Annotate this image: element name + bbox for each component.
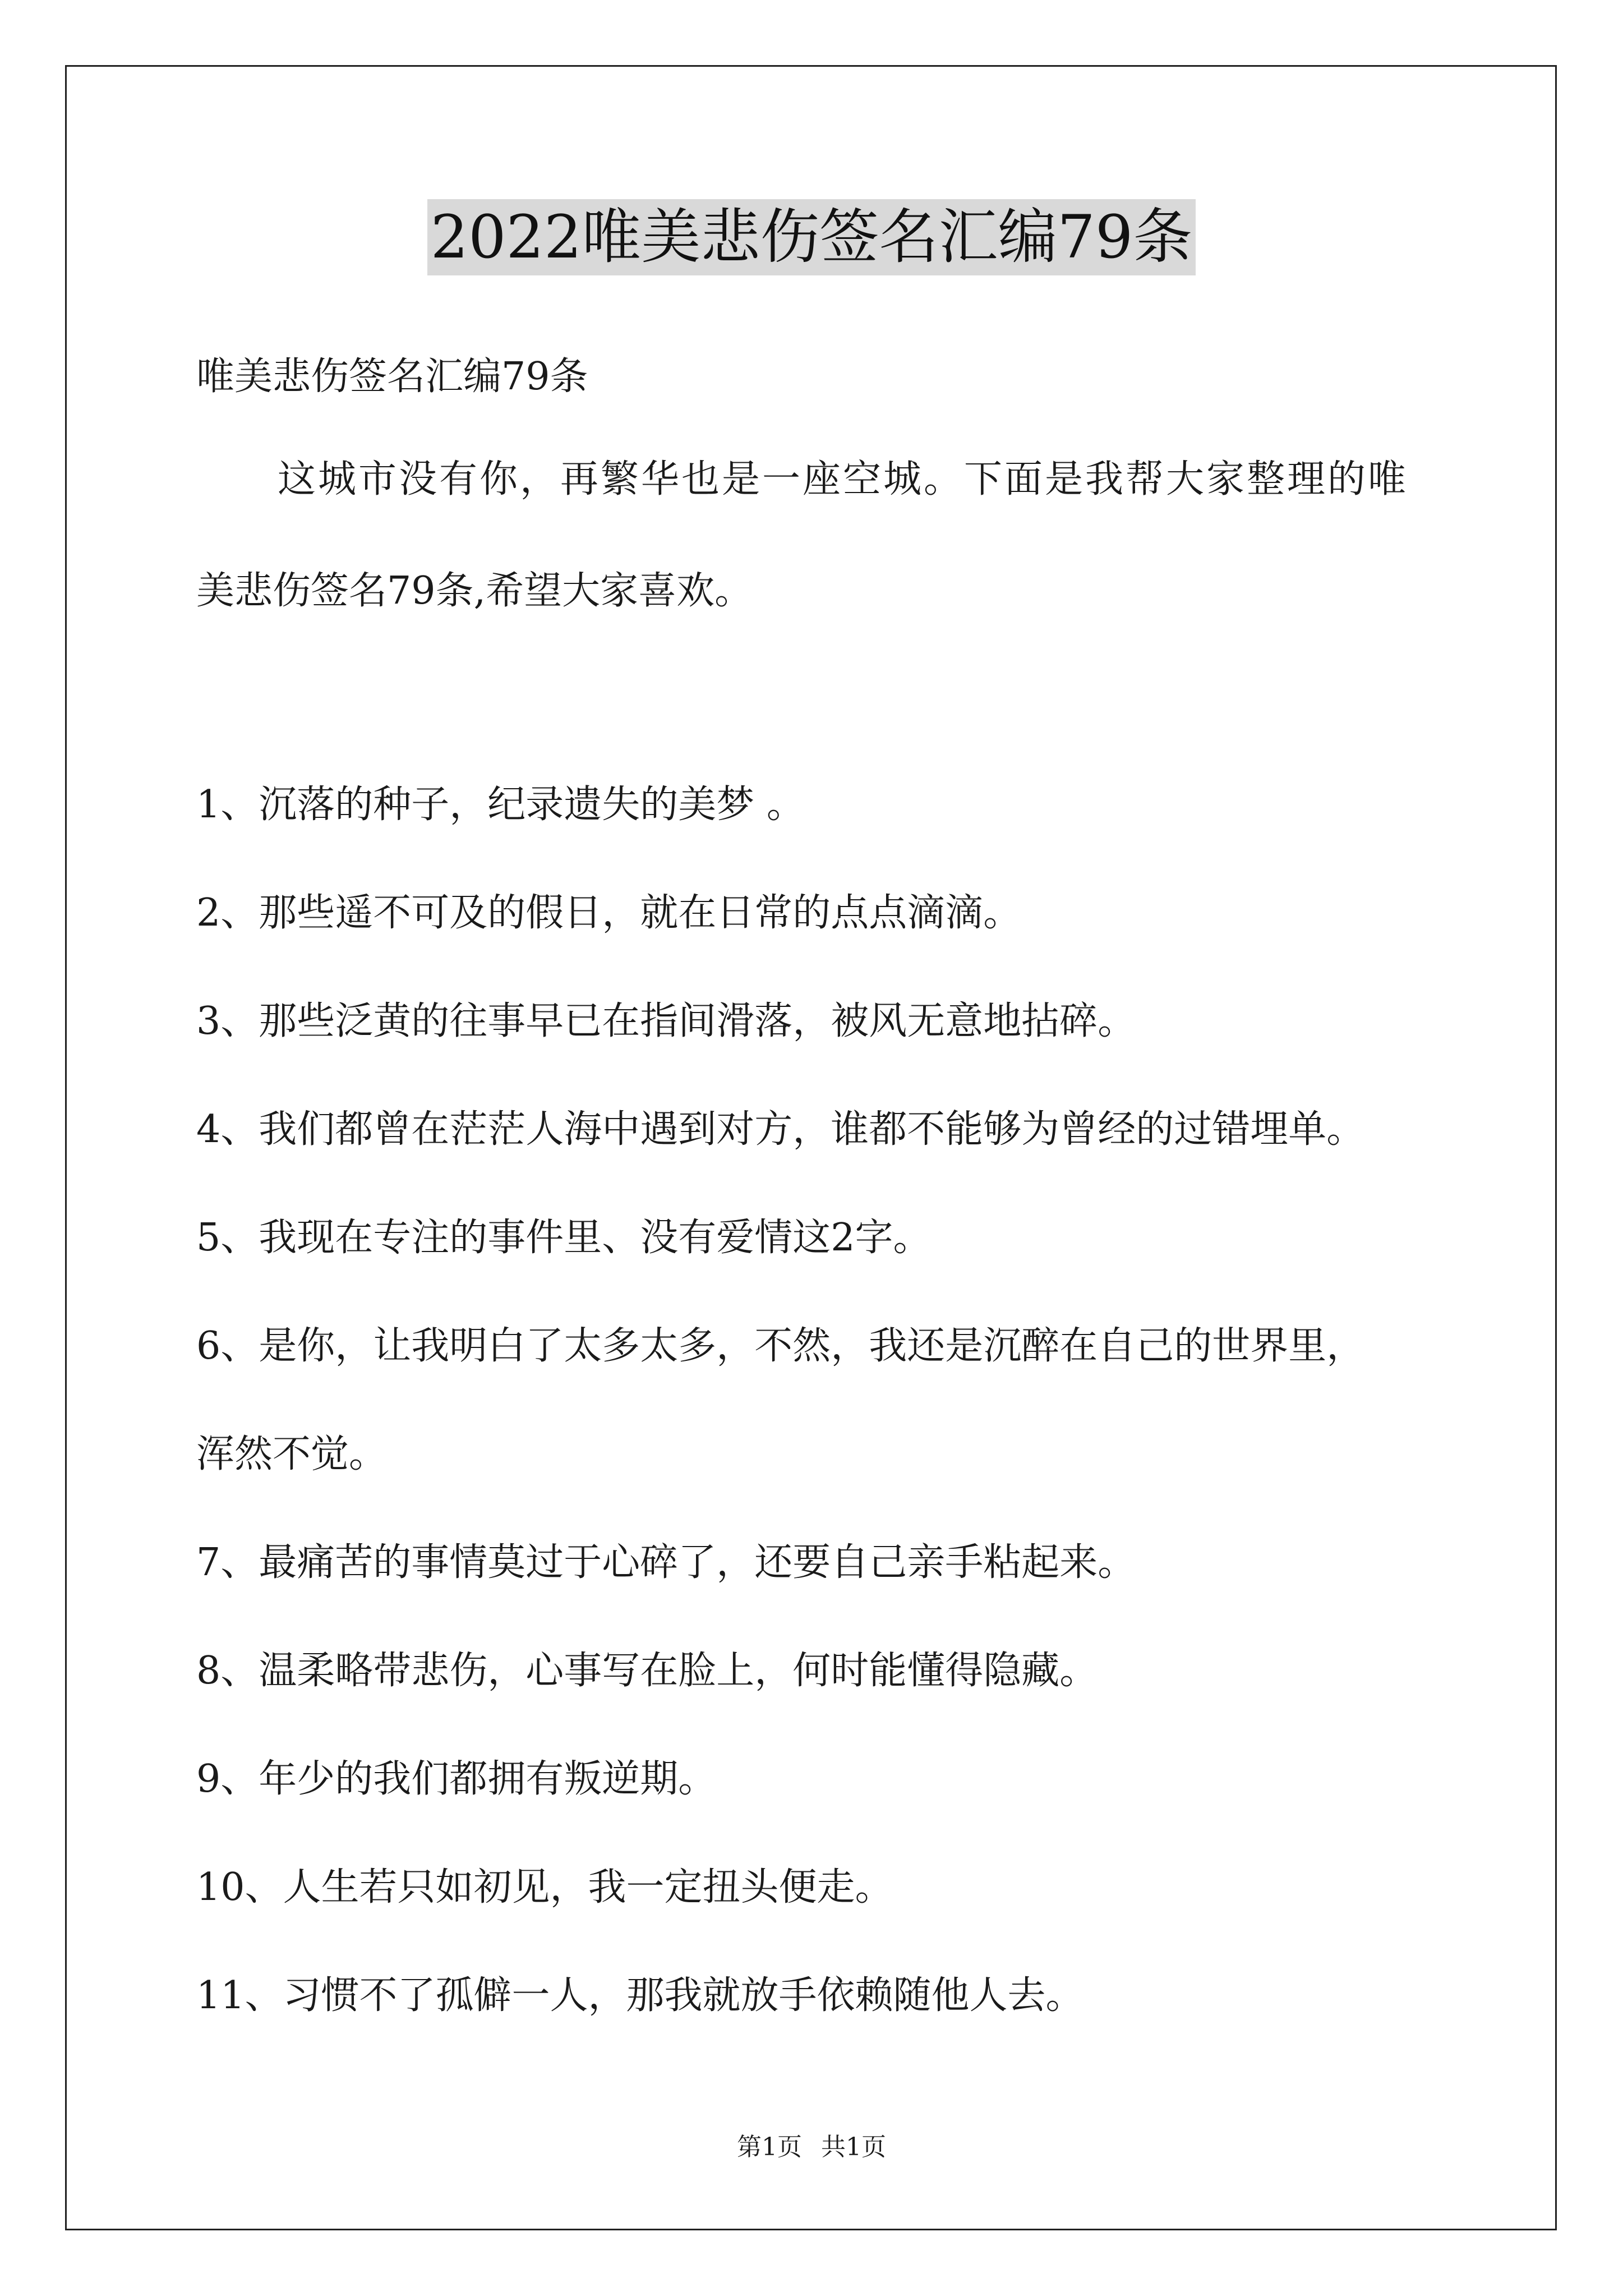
intro-line-1: 这城市没有你，再繁华也是一座空城。下面是我帮大家整理的唯 <box>278 457 1409 501</box>
page-footer <box>0 2132 1623 2163</box>
document-subtitle: 唯美悲伤签名汇编79条 <box>196 355 588 399</box>
list-item-6: 6、是你，让我明白了太多太多，不然，我还是沉醉在自己的世界里， <box>196 1324 1365 1368</box>
list-item-2: 2、那些遥不可及的假日，就在日常的点点滴滴。 <box>196 891 1022 935</box>
title-container <box>0 199 1623 275</box>
list-item-7: 7、最痛苦的事情莫过于心碎了，还要自己亲手粘起来。 <box>196 1540 1136 1585</box>
list-item-3: 3、那些泛黄的往事早已在指间滑落，被风无意地拈碎。 <box>196 999 1136 1043</box>
list-item-1: 1、沉落的种子，纪录遗失的美梦 。 <box>196 783 805 827</box>
document-title: 2022唯美悲伤签名汇编79条 <box>427 199 1196 275</box>
page-number-total: 共1页 <box>821 2133 886 2161</box>
list-item-8: 8、温柔略带悲伤，心事写在脸上，何时能懂得隐藏。 <box>196 1649 1098 1693</box>
list-item-4: 4、我们都曾在茫茫人海中遇到对方，谁都不能够为曾经的过错埋单。 <box>196 1107 1365 1152</box>
page-number-current: 第1页 <box>737 2133 802 2161</box>
list-item-11: 11、习惯不了孤僻一人，那我就放手依赖随他人去。 <box>196 1973 1084 2018</box>
intro-line-2: 美悲伤签名79条,希望大家喜欢。 <box>196 569 753 613</box>
list-item-5: 5、我现在专注的事件里、没有爱情这2字。 <box>196 1216 932 1260</box>
list-item-6-continued: 浑然不觉。 <box>196 1432 388 1476</box>
list-item-10: 10、人生若只如初见，我一定扭头便走。 <box>196 1865 893 1910</box>
list-item-9: 9、年少的我们都拥有叛逆期。 <box>196 1757 717 1801</box>
